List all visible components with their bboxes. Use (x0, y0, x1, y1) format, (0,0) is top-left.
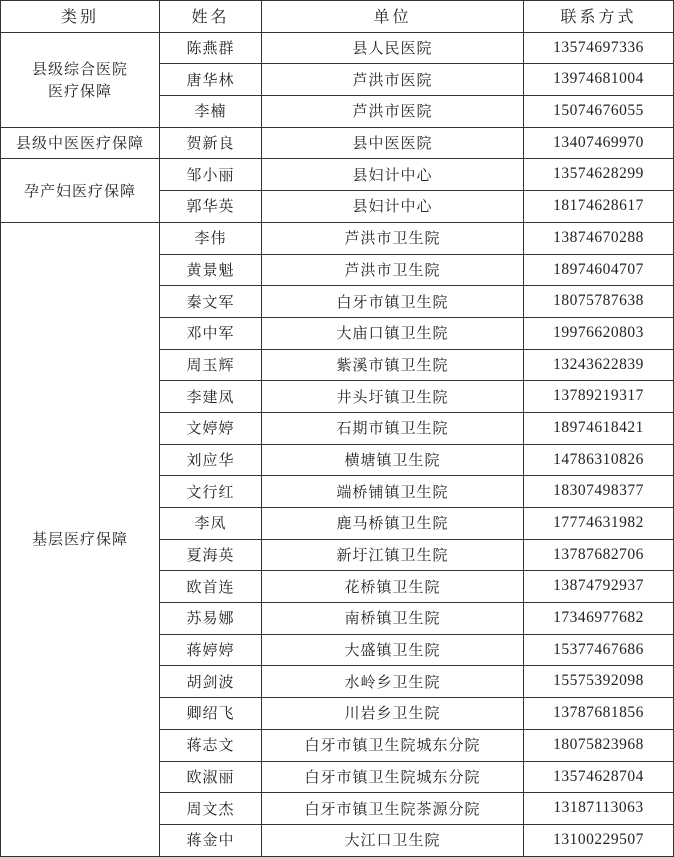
phone-cell: 13874670288 (524, 222, 674, 254)
unit-cell: 新圩江镇卫生院 (262, 539, 524, 571)
name-cell: 刘应华 (160, 444, 262, 476)
category-label: 县级综合医院 (31, 59, 128, 78)
name-cell: 苏易娜 (160, 603, 262, 635)
phone-cell: 13974681004 (524, 64, 674, 96)
header-category: 类别 (1, 1, 160, 33)
unit-cell: 县妇计中心 (262, 159, 524, 191)
unit-cell: 石期市镇卫生院 (262, 412, 524, 444)
unit-cell: 水岭乡卫生院 (262, 666, 524, 698)
phone-cell: 18974604707 (524, 254, 674, 286)
unit-cell: 芦洪市医院 (262, 96, 524, 128)
unit-cell: 大盛镇卫生院 (262, 634, 524, 666)
phone-cell: 15377467686 (524, 634, 674, 666)
phone-cell: 18307498377 (524, 476, 674, 508)
unit-cell: 县中医医院 (262, 127, 524, 159)
header-row (1, 1, 674, 33)
name-cell: 黄景魁 (160, 254, 262, 286)
phone-cell: 14786310826 (524, 444, 674, 476)
name-cell: 蒋金中 (160, 824, 262, 856)
phone-cell: 13874792937 (524, 571, 674, 603)
phone-cell: 19976620803 (524, 317, 674, 349)
unit-cell: 端桥铺镇卫生院 (262, 476, 524, 508)
unit-cell: 白牙市镇卫生院茶源分院 (262, 793, 524, 825)
phone-cell: 13407469970 (524, 127, 674, 159)
unit-cell: 芦洪市卫生院 (262, 254, 524, 286)
phone-cell: 18075823968 (524, 729, 674, 761)
phone-cell: 13789219317 (524, 381, 674, 413)
phone-cell: 18974618421 (524, 412, 674, 444)
phone-cell: 13187113063 (524, 793, 674, 825)
name-cell: 蒋婷婷 (160, 634, 262, 666)
unit-cell: 县妇计中心 (262, 191, 524, 223)
name-cell: 李建凤 (160, 381, 262, 413)
name-cell: 贺新良 (160, 127, 262, 159)
unit-cell: 白牙市镇卫生院城东分院 (262, 761, 524, 793)
name-cell: 文婷婷 (160, 412, 262, 444)
phone-cell: 13574697336 (524, 32, 674, 64)
unit-cell: 县人民医院 (262, 32, 524, 64)
header-name: 姓名 (160, 1, 262, 33)
unit-cell: 鹿马桥镇卫生院 (262, 508, 524, 540)
name-cell: 文行红 (160, 476, 262, 508)
name-cell: 周玉辉 (160, 349, 262, 381)
phone-cell: 15575392098 (524, 666, 674, 698)
unit-cell: 白牙市镇卫生院 (262, 286, 524, 318)
phone-cell: 13574628299 (524, 159, 674, 191)
unit-cell: 紫溪市镇卫生院 (262, 349, 524, 381)
unit-cell: 芦洪市医院 (262, 64, 524, 96)
phone-cell: 17346977682 (524, 603, 674, 635)
name-cell: 陈燕群 (160, 32, 262, 64)
phone-cell: 15074676055 (524, 96, 674, 128)
name-cell: 邹小丽 (160, 159, 262, 191)
name-cell: 秦文军 (160, 286, 262, 318)
unit-cell: 南桥镇卫生院 (262, 603, 524, 635)
table-row (1, 127, 674, 159)
name-cell: 郭华英 (160, 191, 262, 223)
table-row (1, 159, 674, 191)
table-row (1, 222, 674, 254)
unit-cell: 大江口卫生院 (262, 824, 524, 856)
unit-cell: 白牙市镇卫生院城东分院 (262, 729, 524, 761)
phone-cell: 13787682706 (524, 539, 674, 571)
category-cell (1, 32, 160, 127)
category-label: 县级中医医疗保障 (15, 134, 144, 153)
phone-cell: 13574628704 (524, 761, 674, 793)
category-label: 医疗保障 (47, 81, 112, 100)
phone-cell: 18174628617 (524, 191, 674, 223)
name-cell: 唐华林 (160, 64, 262, 96)
phone-cell: 13243622839 (524, 349, 674, 381)
unit-cell: 横塘镇卫生院 (262, 444, 524, 476)
phone-cell: 13787681856 (524, 698, 674, 730)
category-label: 基层医疗保障 (31, 530, 128, 549)
category-cell (1, 159, 160, 222)
phone-cell: 18075787638 (524, 286, 674, 318)
unit-cell: 井头圩镇卫生院 (262, 381, 524, 413)
phone-cell: 13100229507 (524, 824, 674, 856)
category-cell (1, 222, 160, 856)
phone-cell: 17774631982 (524, 508, 674, 540)
table-body (1, 32, 674, 856)
name-cell: 卿绍飞 (160, 698, 262, 730)
name-cell: 欧淑丽 (160, 761, 262, 793)
name-cell: 李楠 (160, 96, 262, 128)
header-unit: 单位 (262, 1, 524, 33)
name-cell: 夏海英 (160, 539, 262, 571)
header-phone: 联系方式 (524, 1, 674, 33)
table-header (1, 1, 674, 33)
name-cell: 李凤 (160, 508, 262, 540)
category-cell (1, 127, 160, 159)
name-cell: 欧首连 (160, 571, 262, 603)
unit-cell: 川岩乡卫生院 (262, 698, 524, 730)
name-cell: 周文杰 (160, 793, 262, 825)
table-row (1, 32, 674, 64)
name-cell: 李伟 (160, 222, 262, 254)
name-cell: 胡剑波 (160, 666, 262, 698)
name-cell: 蒋志文 (160, 729, 262, 761)
unit-cell: 大庙口镇卫生院 (262, 317, 524, 349)
category-label: 孕产妇医疗保障 (23, 181, 136, 200)
name-cell: 邓中军 (160, 317, 262, 349)
unit-cell: 芦洪市卫生院 (262, 222, 524, 254)
unit-cell: 花桥镇卫生院 (262, 571, 524, 603)
